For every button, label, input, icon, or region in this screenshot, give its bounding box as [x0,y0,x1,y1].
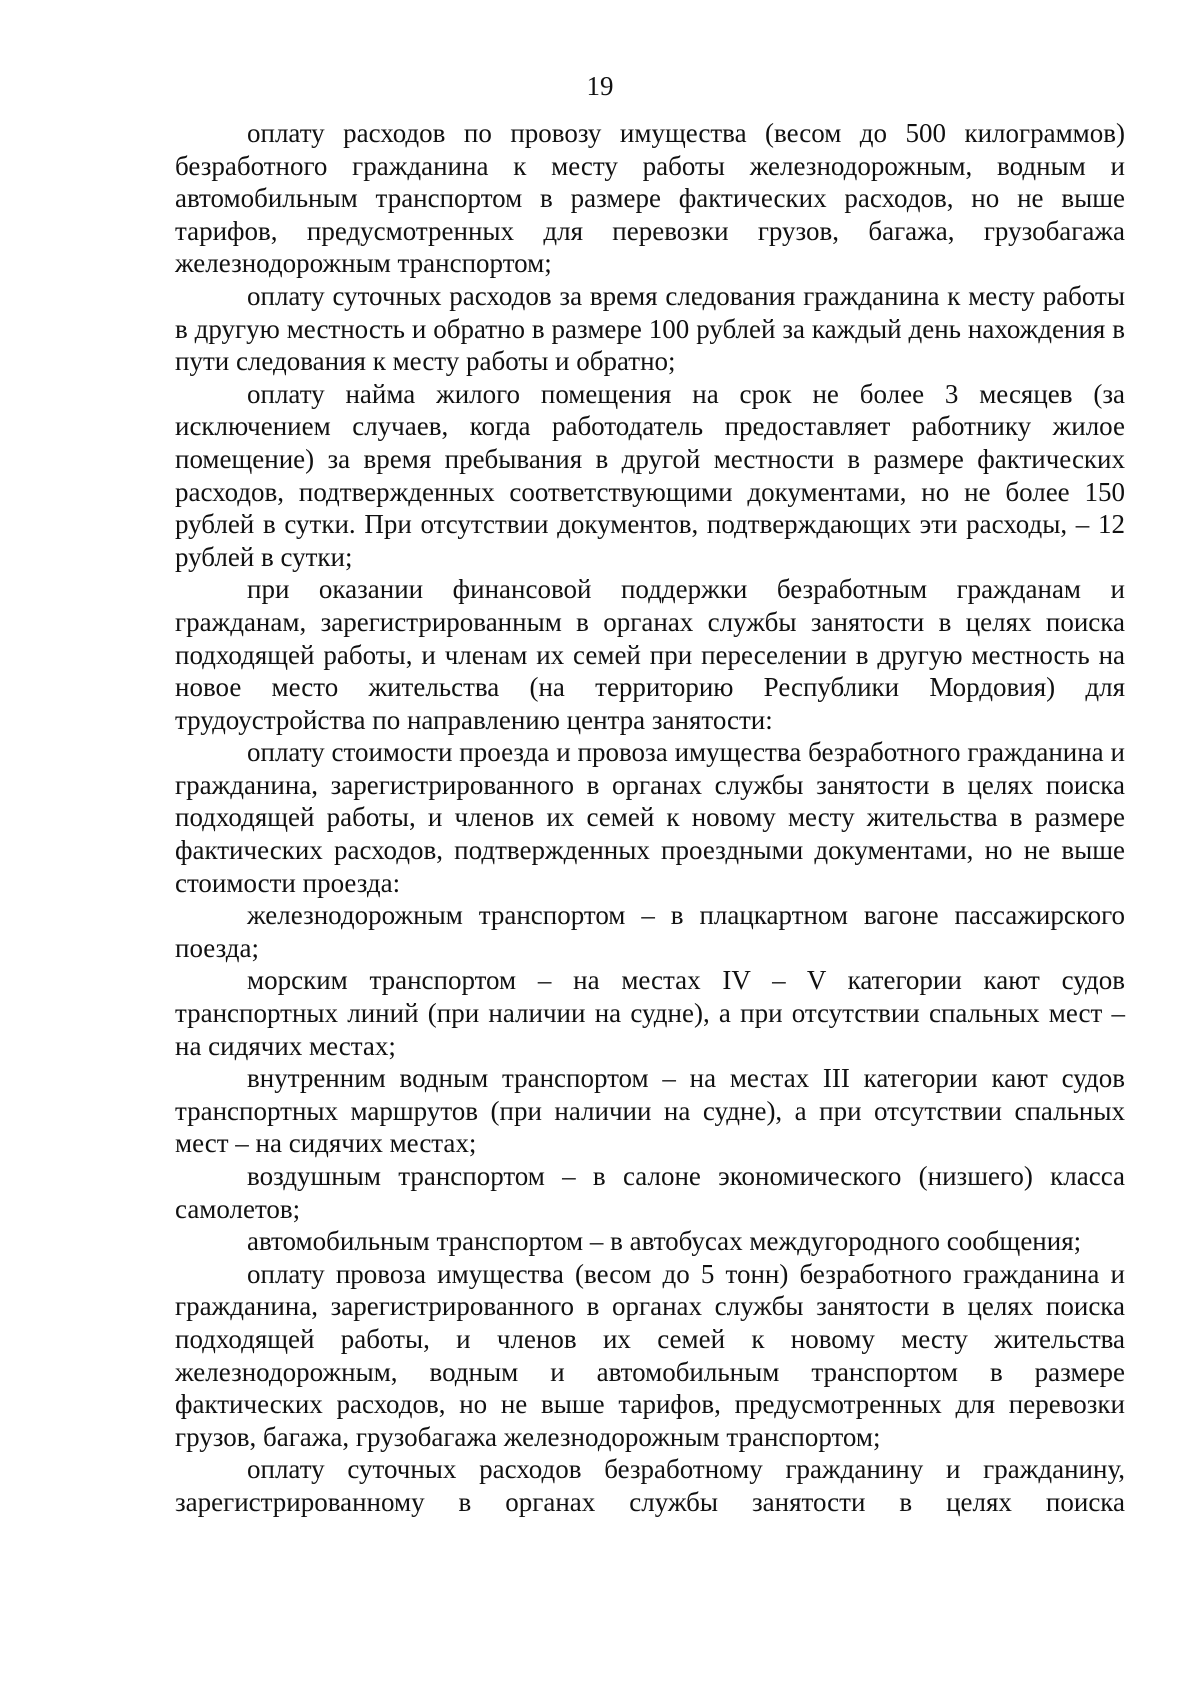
paragraph-daily-allowance-continued: оплату суточных расходов безработному гражданину и гражданину, зарегистрированному в органах службы занятости в целях поиска [175,1454,1125,1517]
paragraph-air-transport: воздушным транспортом – в салоне экономического (низшего) класса самолетов; [175,1161,1125,1224]
paragraph-rail-transport: железнодорожным транспортом – в плацкартном вагоне пассажирского поезда; [175,900,1125,963]
paragraph-property-transport-5t: оплату провоза имущества (весом до 5 тонн) безработного гражданина и гражданина, зарегистрированного в органах службы занятости в целях поиска подходящей работы, и членов их семей к новому месту жительства железнодорожным, водным и автомобильным транспортом в размере фактических расходов, но не выше тарифов, предусмотренных для перевозки грузов, багажа, грузобагажа железнодорожным транспортом; [175,1258,1125,1452]
paragraph-sea-transport: морским транспортом – на местах IV – V категории кают судов транспортных линий (при наличии на судне), а при отсутствии спальных мест – на сидячих местах; [175,965,1125,1061]
paragraph-inland-water-transport: внутренним водным транспортом – на местах III категории кают судов транспортных маршрутов (при наличии на судне), а при отсутствии спальных мест – на сидячих местах; [175,1063,1125,1159]
paragraph-relocation-support: при оказании финансовой поддержки безработным гражданам и гражданам, зарегистрированным в органах службы занятости в целях поиска подходящей работы, и членам их семей при переселении в другую местность на новое место жительства (на территорию Республики Мордовия) для трудоустройства по направлению центра занятости: [175,574,1125,735]
paragraph-relocation-travel-cost: оплату стоимости проезда и провоза имущества безработного гражданина и гражданина, зарегистрированного в органах службы занятости в целях поиска подходящей работы, и членов их семей к новому месту жительства в размере фактических расходов, подтвержденных проездными документами, но не выше стоимости проезда: [175,737,1125,898]
paragraph-housing-rent: оплату найма жилого помещения на срок не более 3 месяцев (за исключением случаев, когда работодатель предоставляет работнику жилое помещение) за время пребывания в другой местности в размере фактических расходов, подтвержденных соответствующими документами, но не более 150 рублей в сутки. При отсутствии документов, подтверждающих эти расходы, – 12 рублей в сутки; [175,378,1125,572]
paragraph-road-transport: автомобильным транспортом – в автобусах междугородного сообщения; [247,1226,1082,1257]
document-body [175,117,1125,1519]
paragraph-daily-travel-allowance: оплату суточных расходов за время следования гражданина к месту работы в другую местность и обратно в размере 100 рублей за каждый день нахождения в пути следования к месту работы и обратно; [175,280,1125,377]
paragraph-baggage-transport-cost: оплату расходов по провозу имущества (весом до 500 килограммов) безработного гражданина к месту работы железнодорожным, водным и автомобильным транспортом в размере фактических расходов, но не выше тарифов, предусмотренных для перевозки грузов, багажа, грузобагажа железнодорожным транспортом; [175,118,1125,279]
page-number: 19 [586,71,614,101]
